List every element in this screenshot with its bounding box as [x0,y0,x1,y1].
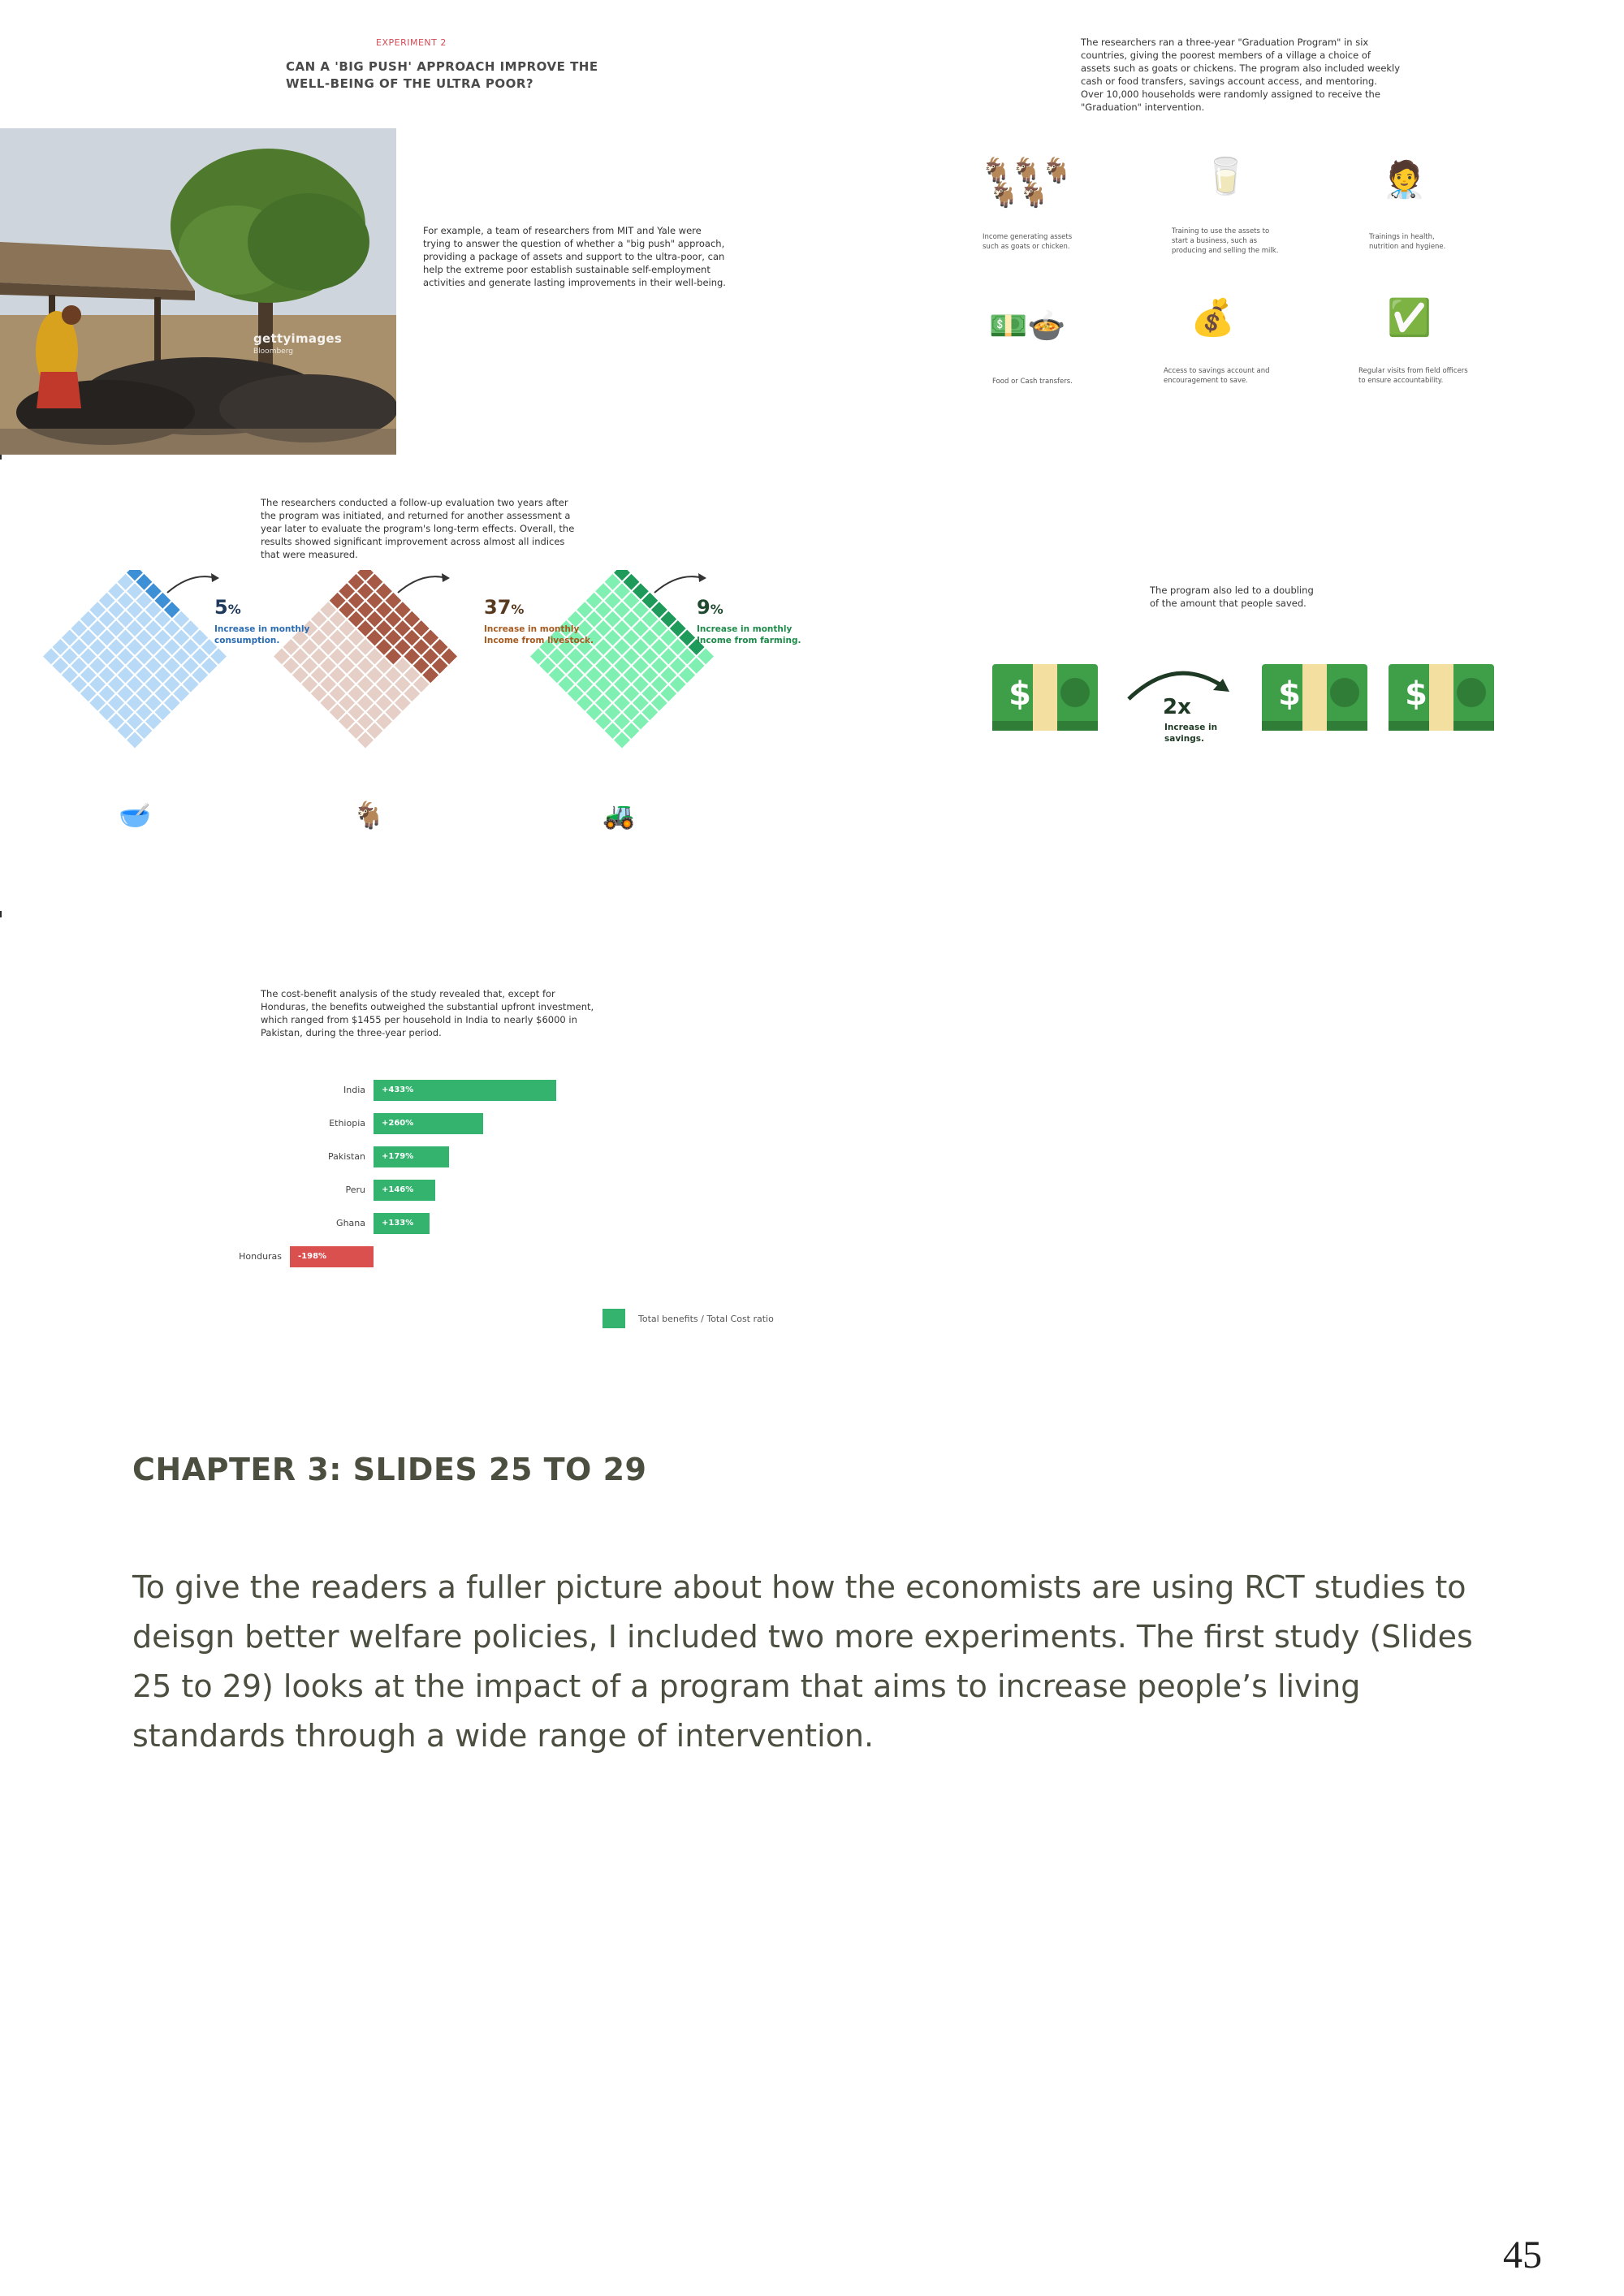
caption-line: start a business, such as [1172,237,1258,245]
slide1-para-line: activities and generate lasting improvements in their well-being. [423,277,726,288]
legend-label: Total benefits / Total Cost ratio [638,1314,774,1324]
stat-number: 9 [697,596,710,619]
goats-icon: 🐐🐐🐐 🐐🐐 [981,157,1073,209]
check-icon: ✅ [1387,297,1432,339]
svg-text:$: $ [1009,675,1031,713]
stat-pointer-arrowhead [211,573,219,582]
slide4-para-line: of the amount that people saved. [1150,598,1307,609]
icon-caption [1369,232,1445,252]
stat-unit: % [227,602,241,617]
stat-livestock-label [484,624,594,646]
stat-farming-value [697,596,723,619]
slide3-para-line: results showed significant improvement across almost all indices [261,536,565,547]
savings-multiplier: 2x [1163,695,1191,719]
caption-line: Food or Cash transfers. [992,378,1073,386]
slide-cost-benefit [0,917,812,1372]
slide4-paragraph [1150,584,1314,610]
slide-experiment-2 [0,0,812,455]
goat-icon: 🐐 [352,800,385,831]
stat-unit: % [511,602,525,617]
bar-data-label: -198% [298,1252,327,1261]
stat-pointer-arrowhead [442,573,450,582]
savings-multiplier-label [1164,722,1217,744]
slide1-para-line: For example, a team of researchers from MIT and Yale were [423,225,702,236]
milk-icon: 🥛 [1203,156,1248,197]
slide2-para-line: assets such as goats or chickens. The program also included weekly [1081,63,1401,74]
stat-livestock-value [484,596,524,619]
caption-line: Training to use the assets to [1172,227,1270,235]
stat-pointer-arrow [654,576,703,593]
caption-line: Regular visits from field officers [1358,367,1468,375]
stat-unit: % [710,602,723,617]
banknote-after-icon [1262,664,1367,731]
photo-credit: Bloomberg [253,347,293,356]
waffle-diamond [274,570,457,748]
bar-category-label: Honduras [239,1251,283,1262]
icon-caption [1358,366,1468,386]
bar-category-label: Ethiopia [329,1118,365,1129]
icon-caption [1164,366,1270,386]
caption-line: Access to savings account and [1164,367,1270,375]
stat-farming-label [697,624,801,646]
stat-label-line: Income from farming. [697,636,801,645]
waffle-diamond [530,570,714,748]
slide-graduation-program [812,0,1624,455]
stat-label-line: Increase in monthly [214,624,310,634]
caption-line: nutrition and hygiene. [1369,243,1446,251]
bar-data-label: +146% [382,1185,414,1194]
experiment-title-line2: WELL-BEING OF THE ULTRA POOR? [286,76,534,91]
money-bag-icon: 💰 [1190,297,1235,339]
slide2-para-line: Over 10,000 households were randomly assigned to receive the [1081,88,1380,100]
stat-label-line: Increase in monthly [697,624,793,634]
waffle-charts [0,570,812,911]
cash-food-icon: 💵🍲 [989,308,1066,343]
stat-pointer-arrow [398,576,447,593]
slide2-para-line: countries, giving the poorest members of a village a choice of [1081,50,1371,61]
bar-data-label: +260% [382,1119,414,1128]
slide1-para-line: trying to answer the question of whether a "big push" approach, [423,238,725,249]
slide2-paragraph [1081,36,1400,114]
experiment-label: EXPERIMENT 2 [376,37,447,48]
stat-label-line: Income from livestock. [484,636,594,645]
bar-data-label: +133% [382,1219,414,1228]
icon-caption [992,377,1073,386]
slide-follow-up-results [0,460,812,911]
banknote-after-icon [1389,664,1494,731]
stat-number: 37 [484,596,512,619]
bowl-icon: 🥣 [119,800,151,831]
caption-line: encouragement to save. [1164,377,1248,385]
caption-line: to ensure accountability. [1358,377,1444,385]
slide2-para-line: "Graduation" intervention. [1081,101,1205,113]
stat-consumption-label [214,624,309,646]
experiment-title-line1: CAN A 'BIG PUSH' APPROACH IMPROVE THE [286,59,598,74]
stat-pointer-arrow [167,576,216,593]
svg-text:$: $ [1278,675,1301,713]
page-number: 45 [1503,2233,1542,2277]
slide3-paragraph [261,496,574,561]
slide4-para-line: The program also led to a doubling [1150,585,1314,596]
mult-label-line: savings. [1164,734,1205,744]
tractor-icon: 🚜 [603,800,635,831]
village-photo [0,128,396,455]
slide3-para-line: year later to evaluate the program's long-term effects. Overall, the [261,523,575,534]
village-photo-illustration [0,128,396,455]
caption-line: Trainings in health, [1369,233,1435,241]
svg-text:$: $ [1405,675,1427,713]
slide1-para-line: providing a package of assets and support to the ultra-poor, can [423,251,725,262]
slide2-para-line: The researchers ran a three-year "Graduation Program" in six [1081,37,1369,48]
bar-category-label: Pakistan [327,1151,365,1162]
stat-label-line: Increase in monthly [484,624,580,634]
stat-number: 5 [214,596,228,619]
slide3-para-line: The researchers conducted a follow-up evaluation two years after [261,497,568,508]
slide3-para-line: the program was initiated, and returned for another assessment a [261,510,571,521]
cost-benefit-bar-chart [0,917,812,1372]
slide5-para-line: which ranged from $1455 per household in India to nearly $6000 in [261,1014,577,1025]
bar-data-label: +433% [382,1085,414,1094]
bar-category-label: Peru [345,1185,365,1195]
slide3-para-line: that were measured. [261,549,358,560]
bar-category-label: India [343,1085,365,1095]
bar-data-label: +179% [382,1152,414,1161]
photo-watermark: gettyimages [253,331,343,346]
slide2-para-line: cash or food transfers, savings account access, and mentoring. [1081,76,1377,87]
icon-caption [1172,227,1278,256]
chapter-heading: CHAPTER 3: SLIDES 25 TO 29 [132,1452,647,1487]
stat-consumption-value [214,596,241,619]
slide5-para-line: Pakistan, during the three-year period. [261,1027,442,1038]
caption-line: Income generating assets [983,233,1073,241]
health-worker-icon: 🧑‍⚕️ [1382,159,1427,201]
icon-caption [983,232,1072,252]
slide-savings [812,460,1624,911]
caption-line: such as goats or chicken. [983,243,1070,251]
chapter-body-text: To give the readers a fuller picture about how the economists are using RCT studies to deisgn better welfare policies, I included two more experiments. The first study (Slides 25 to 29) looks at the impact of a program that aims to increase people’s living standards through a wide range of intervention. [132,1569,1473,1754]
bar-category-label: Ghana [336,1218,365,1228]
slide1-paragraph [423,224,726,289]
slide5-para-line: The cost-benefit analysis of the study revealed that, except for [261,988,555,999]
banknote-before-icon [992,664,1098,731]
stat-pointer-arrowhead [698,573,706,582]
stat-label-line: consumption. [214,636,280,645]
slide1-para-line: help the extreme poor establish sustainable self-employment [423,264,710,275]
legend-swatch [603,1309,625,1328]
mult-label-line: Increase in [1164,723,1218,732]
waffle-diamond [43,570,227,748]
caption-line: producing and selling the milk. [1172,247,1279,255]
slide5-para-line: Honduras, the benefits outweighed the substantial upfront investment, [261,1001,594,1012]
